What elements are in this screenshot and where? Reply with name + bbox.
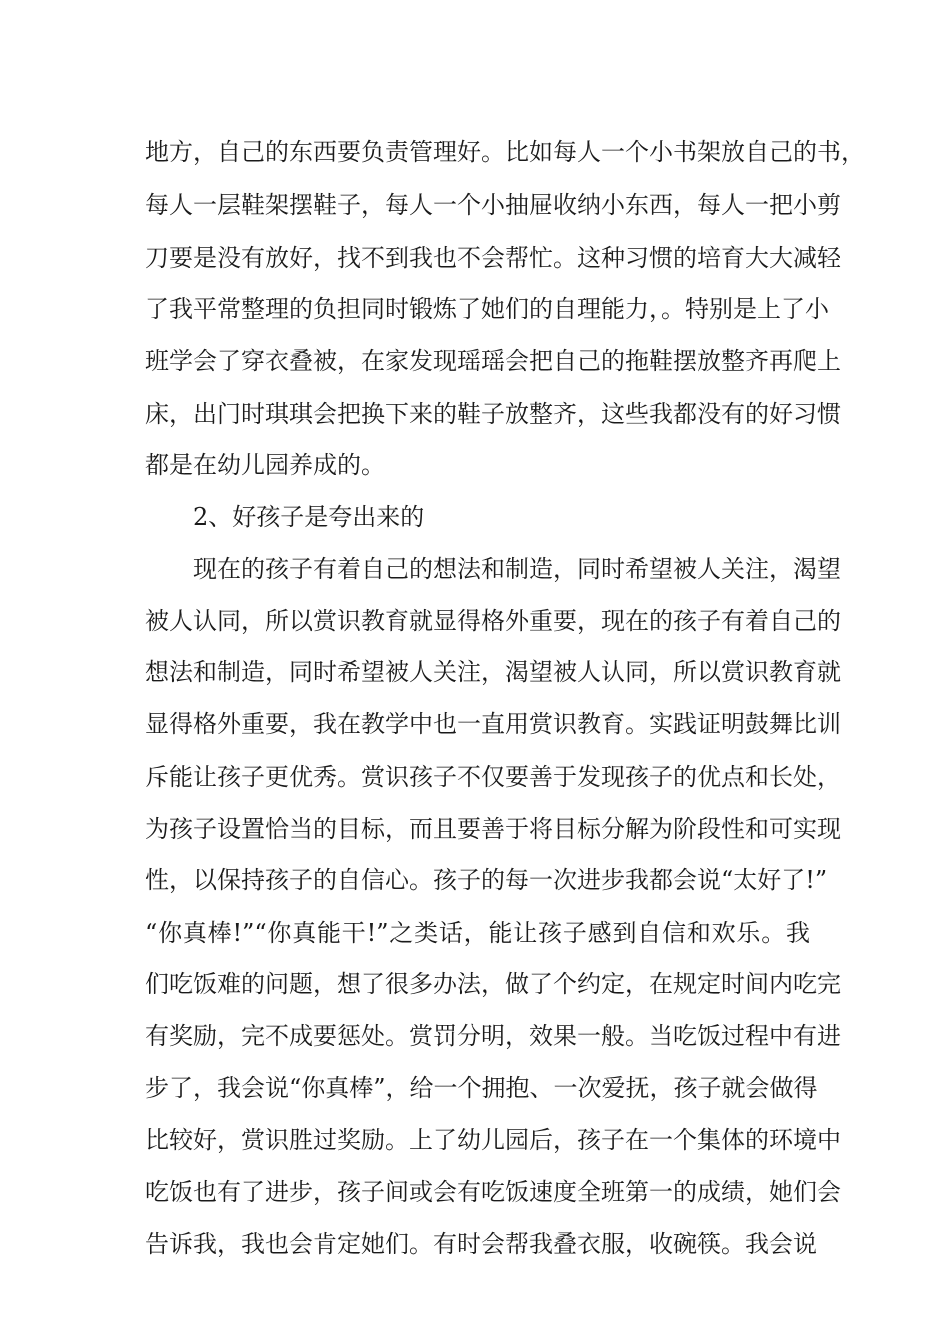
text-line: 们吃饭难的问题，想了很多办法，做了个约定，在规定时间内吃完 (145, 970, 841, 998)
text-line: 每人一层鞋架摆鞋子，每人一个小抽屉收纳小东西，每人一把小剪 (145, 191, 841, 219)
text-line: 为孩子设置恰当的目标，而且要善于将目标分解为阶段性和可实现 (145, 815, 841, 843)
text-line: 想法和制造，同时希望被人关注，渴望被人认同，所以赏识教育就 (145, 658, 841, 686)
text-line: 性，以保持孩子的自信心。孩子的每一次进步我都会说“太好了!” (145, 866, 828, 894)
text-line: 现在的孩子有着自己的想法和制造，同时希望被人关注，渴望 (193, 555, 841, 583)
text-line: 刀要是没有放好，找不到我也不会帮忙。这种习惯的培育大大减轻 (145, 244, 841, 272)
text-line: 步了，我会说“你真棒”，给一个拥抱、一次爱抚，孩子就会做得 (145, 1074, 818, 1102)
text-line: 显得格外重要，我在教学中也一直用赏识教育。实践证明鼓舞比训 (145, 710, 841, 738)
text-line: 了我平常整理的负担同时锻炼了她们的自理能力，。特别是上了小 (145, 295, 829, 323)
text-line: “你真棒!”“你真能干!”之类话，能让孩子感到自信和欢乐。我 (145, 919, 810, 947)
text-line: 都是在幼儿园养成的。 (145, 451, 385, 479)
text-line: 有奖励，完不成要惩处。赏罚分明，效果一般。当吃饭过程中有进 (145, 1022, 841, 1050)
text-line: 比较好，赏识胜过奖励。上了幼儿园后，孩子在一个集体的环境中 (145, 1126, 841, 1154)
text-line: 班学会了穿衣叠被，在家发现瑶瑶会把自己的拖鞋摆放整齐再爬上 (145, 347, 841, 375)
text-line: 吃饭也有了进步，孩子间或会有吃饭速度全班第一的成绩，她们会 (145, 1178, 841, 1206)
section-heading: 2、好孩子是夸出来的 (193, 503, 425, 531)
text-line: 告诉我，我也会肯定她们。有时会帮我叠衣服，收碗筷。我会说 (145, 1230, 817, 1258)
text-line: 地方，自己的东西要负责管理好。比如每人一个小书架放自己的书， (145, 138, 865, 166)
text-line: 斥能让孩子更优秀。赏识孩子不仅要善于发现孩子的优点和长处， (145, 763, 841, 791)
text-line: 被人认同，所以赏识教育就显得格外重要，现在的孩子有着自己的 (145, 607, 841, 635)
text-line: 床，出门时琪琪会把换下来的鞋子放整齐，这些我都没有的好习惯 (145, 400, 841, 428)
